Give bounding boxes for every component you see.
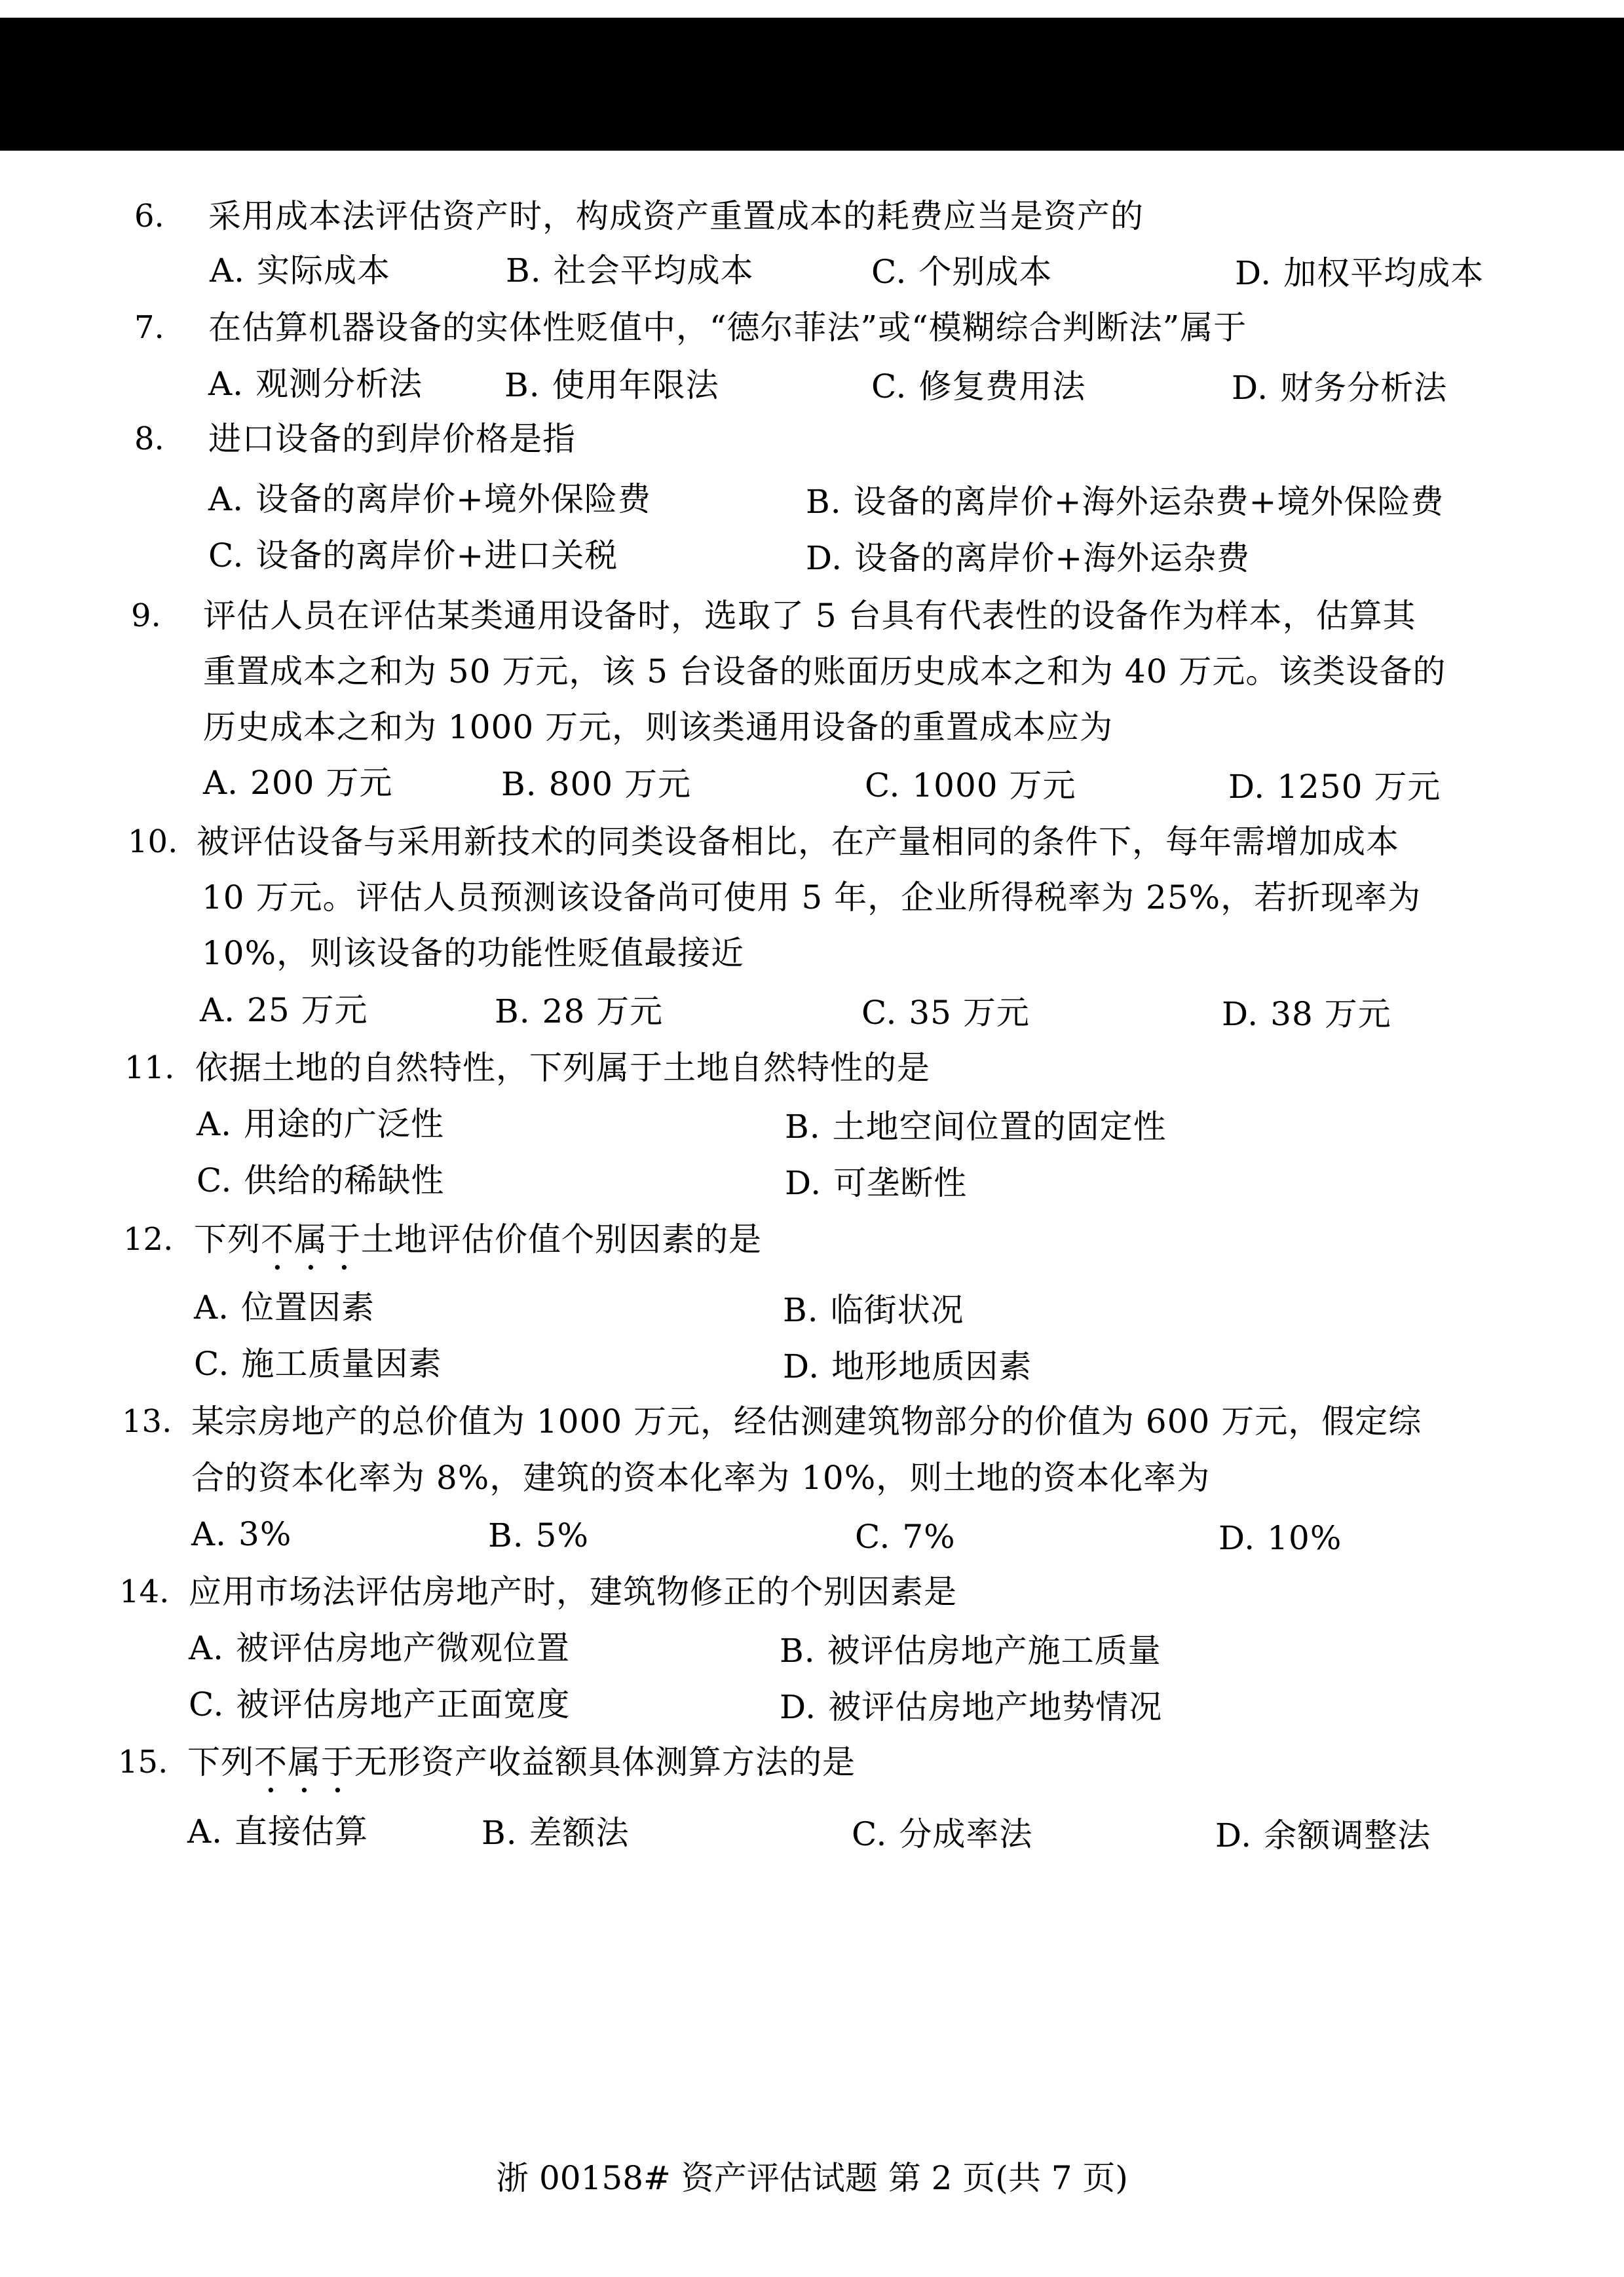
option-c[interactable]: C. 设备的离岸价+进口关税 bbox=[208, 536, 618, 574]
header-black-bar bbox=[0, 18, 1624, 151]
question-stem-line-1: 被评估设备与采用新技术的同类设备相比，在产量相同的条件下，每年需增加成本 bbox=[197, 823, 1399, 861]
question-number: 13. bbox=[122, 1403, 172, 1440]
question-stem-line-3: 10%，则该设备的功能性贬值最接近 bbox=[202, 934, 745, 972]
option-c[interactable]: C. 供给的稀缺性 bbox=[197, 1161, 445, 1199]
option-b[interactable]: B. 土地空间位置的固定性 bbox=[785, 1108, 1167, 1146]
option-a[interactable]: A. 位置因素 bbox=[194, 1289, 375, 1327]
option-d[interactable]: D. 1250 万元 bbox=[1228, 768, 1441, 806]
page-footer: 浙 00158# 资产评估试题 第 2 页(共 7 页) bbox=[496, 2159, 1128, 2197]
question-stem: 进口设备的到岸价格是指 bbox=[208, 420, 576, 458]
option-a[interactable]: A. 用途的广泛性 bbox=[197, 1105, 445, 1143]
option-b[interactable]: B. 设备的离岸价+海外运杂费+境外保险费 bbox=[806, 483, 1445, 521]
option-c[interactable]: C. 施工质量因素 bbox=[194, 1345, 442, 1383]
option-b[interactable]: B. 差额法 bbox=[482, 1814, 630, 1852]
question-stem: 下列不属于无形资产收益额具体测算方法的是 bbox=[187, 1743, 856, 1781]
option-b[interactable]: B. 社会平均成本 bbox=[506, 252, 754, 290]
question-stem-line-2: 重置成本之和为 50 万元，该 5 台设备的账面历史成本之和为 40 万元。该类设备的 bbox=[203, 652, 1446, 690]
question-number: 14. bbox=[119, 1573, 170, 1610]
option-b[interactable]: B. 800 万元 bbox=[501, 765, 691, 803]
question-stem-line-2: 10 万元。评估人员预测该设备尚可使用 5 年，企业所得税率为 25%，若折现率为 bbox=[202, 878, 1422, 916]
question-stem: 应用市场法评估房地产时，建筑物修正的个别因素是 bbox=[189, 1573, 957, 1611]
option-c[interactable]: C. 35 万元 bbox=[861, 994, 1030, 1032]
option-b[interactable]: B. 被评估房地产施工质量 bbox=[780, 1632, 1161, 1670]
question-number: 9. bbox=[131, 597, 161, 634]
question-stem-line-3: 历史成本之和为 1000 万元，则该类通用设备的重置成本应为 bbox=[203, 708, 1114, 746]
option-d[interactable]: D. 设备的离岸价+海外运杂费 bbox=[806, 539, 1251, 577]
question-number: 8. bbox=[134, 421, 164, 457]
option-c[interactable]: C. 个别成本 bbox=[871, 253, 1053, 291]
option-c[interactable]: C. 7% bbox=[855, 1518, 956, 1556]
option-a[interactable]: A. 直接估算 bbox=[187, 1813, 369, 1851]
question-number: 7. bbox=[134, 309, 164, 346]
option-d[interactable]: D. 余额调整法 bbox=[1215, 1816, 1431, 1854]
option-d[interactable]: D. 可垄断性 bbox=[785, 1164, 968, 1202]
question-number: 11. bbox=[124, 1049, 175, 1086]
option-d[interactable]: D. 10% bbox=[1218, 1519, 1342, 1557]
question-stem-line-1: 评估人员在评估某类通用设备时，选取了 5 台具有代表性的设备作为样本，估算其 bbox=[203, 597, 1416, 635]
option-a[interactable]: A. 实际成本 bbox=[210, 252, 391, 290]
option-c[interactable]: C. 被评估房地产正面宽度 bbox=[189, 1685, 571, 1723]
option-d[interactable]: D. 38 万元 bbox=[1222, 995, 1391, 1033]
question-stem: 在估算机器设备的实体性贬值中，“德尔菲法”或“模糊综合判断法”属于 bbox=[208, 309, 1247, 347]
option-a[interactable]: A. 25 万元 bbox=[200, 991, 368, 1029]
option-a[interactable]: A. 被评估房地产微观位置 bbox=[189, 1629, 571, 1667]
question-number: 6. bbox=[134, 198, 164, 235]
option-b[interactable]: B. 临街状况 bbox=[783, 1291, 964, 1329]
question-number: 15. bbox=[118, 1744, 168, 1780]
question-stem-line-2: 合的资本化率为 8%，建筑的资本化率为 10%，则土地的资本化率为 bbox=[191, 1459, 1211, 1497]
option-c[interactable]: C. 分成率法 bbox=[852, 1815, 1033, 1853]
option-b[interactable]: B. 使用年限法 bbox=[504, 366, 719, 404]
option-a[interactable]: A. 观测分析法 bbox=[208, 365, 423, 403]
question-stem: 采用成本法评估资产时，构成资产重置成本的耗费应当是资产的 bbox=[208, 197, 1144, 235]
option-d[interactable]: D. 财务分析法 bbox=[1232, 369, 1448, 407]
question-number: 10. bbox=[128, 823, 178, 860]
emphasized-text: 不属于 bbox=[261, 1220, 361, 1258]
option-b[interactable]: B. 5% bbox=[488, 1516, 589, 1554]
question-stem-line-1: 某宗房地产的总价值为 1000 万元，经估测建筑物部分的价值为 600 万元，假定综 bbox=[191, 1402, 1422, 1440]
option-d[interactable]: D. 加权平均成本 bbox=[1235, 254, 1484, 292]
option-b[interactable]: B. 28 万元 bbox=[495, 992, 664, 1030]
option-a[interactable]: A. 设备的离岸价+境外保险费 bbox=[208, 480, 651, 518]
option-c[interactable]: C. 修复费用法 bbox=[871, 367, 1086, 405]
option-d[interactable]: D. 被评估房地产地势情况 bbox=[780, 1688, 1163, 1726]
question-stem: 下列不属于土地评估价值个别因素的是 bbox=[194, 1220, 762, 1258]
option-c[interactable]: C. 1000 万元 bbox=[865, 766, 1076, 804]
option-a[interactable]: A. 3% bbox=[191, 1515, 292, 1553]
question-number: 12. bbox=[123, 1221, 174, 1258]
emphasized-text: 不属于 bbox=[254, 1743, 354, 1781]
option-a[interactable]: A. 200 万元 bbox=[203, 764, 393, 802]
option-d[interactable]: D. 地形地质因素 bbox=[783, 1347, 1032, 1385]
question-stem: 依据土地的自然特性，下列属于土地自然特性的是 bbox=[195, 1049, 930, 1087]
